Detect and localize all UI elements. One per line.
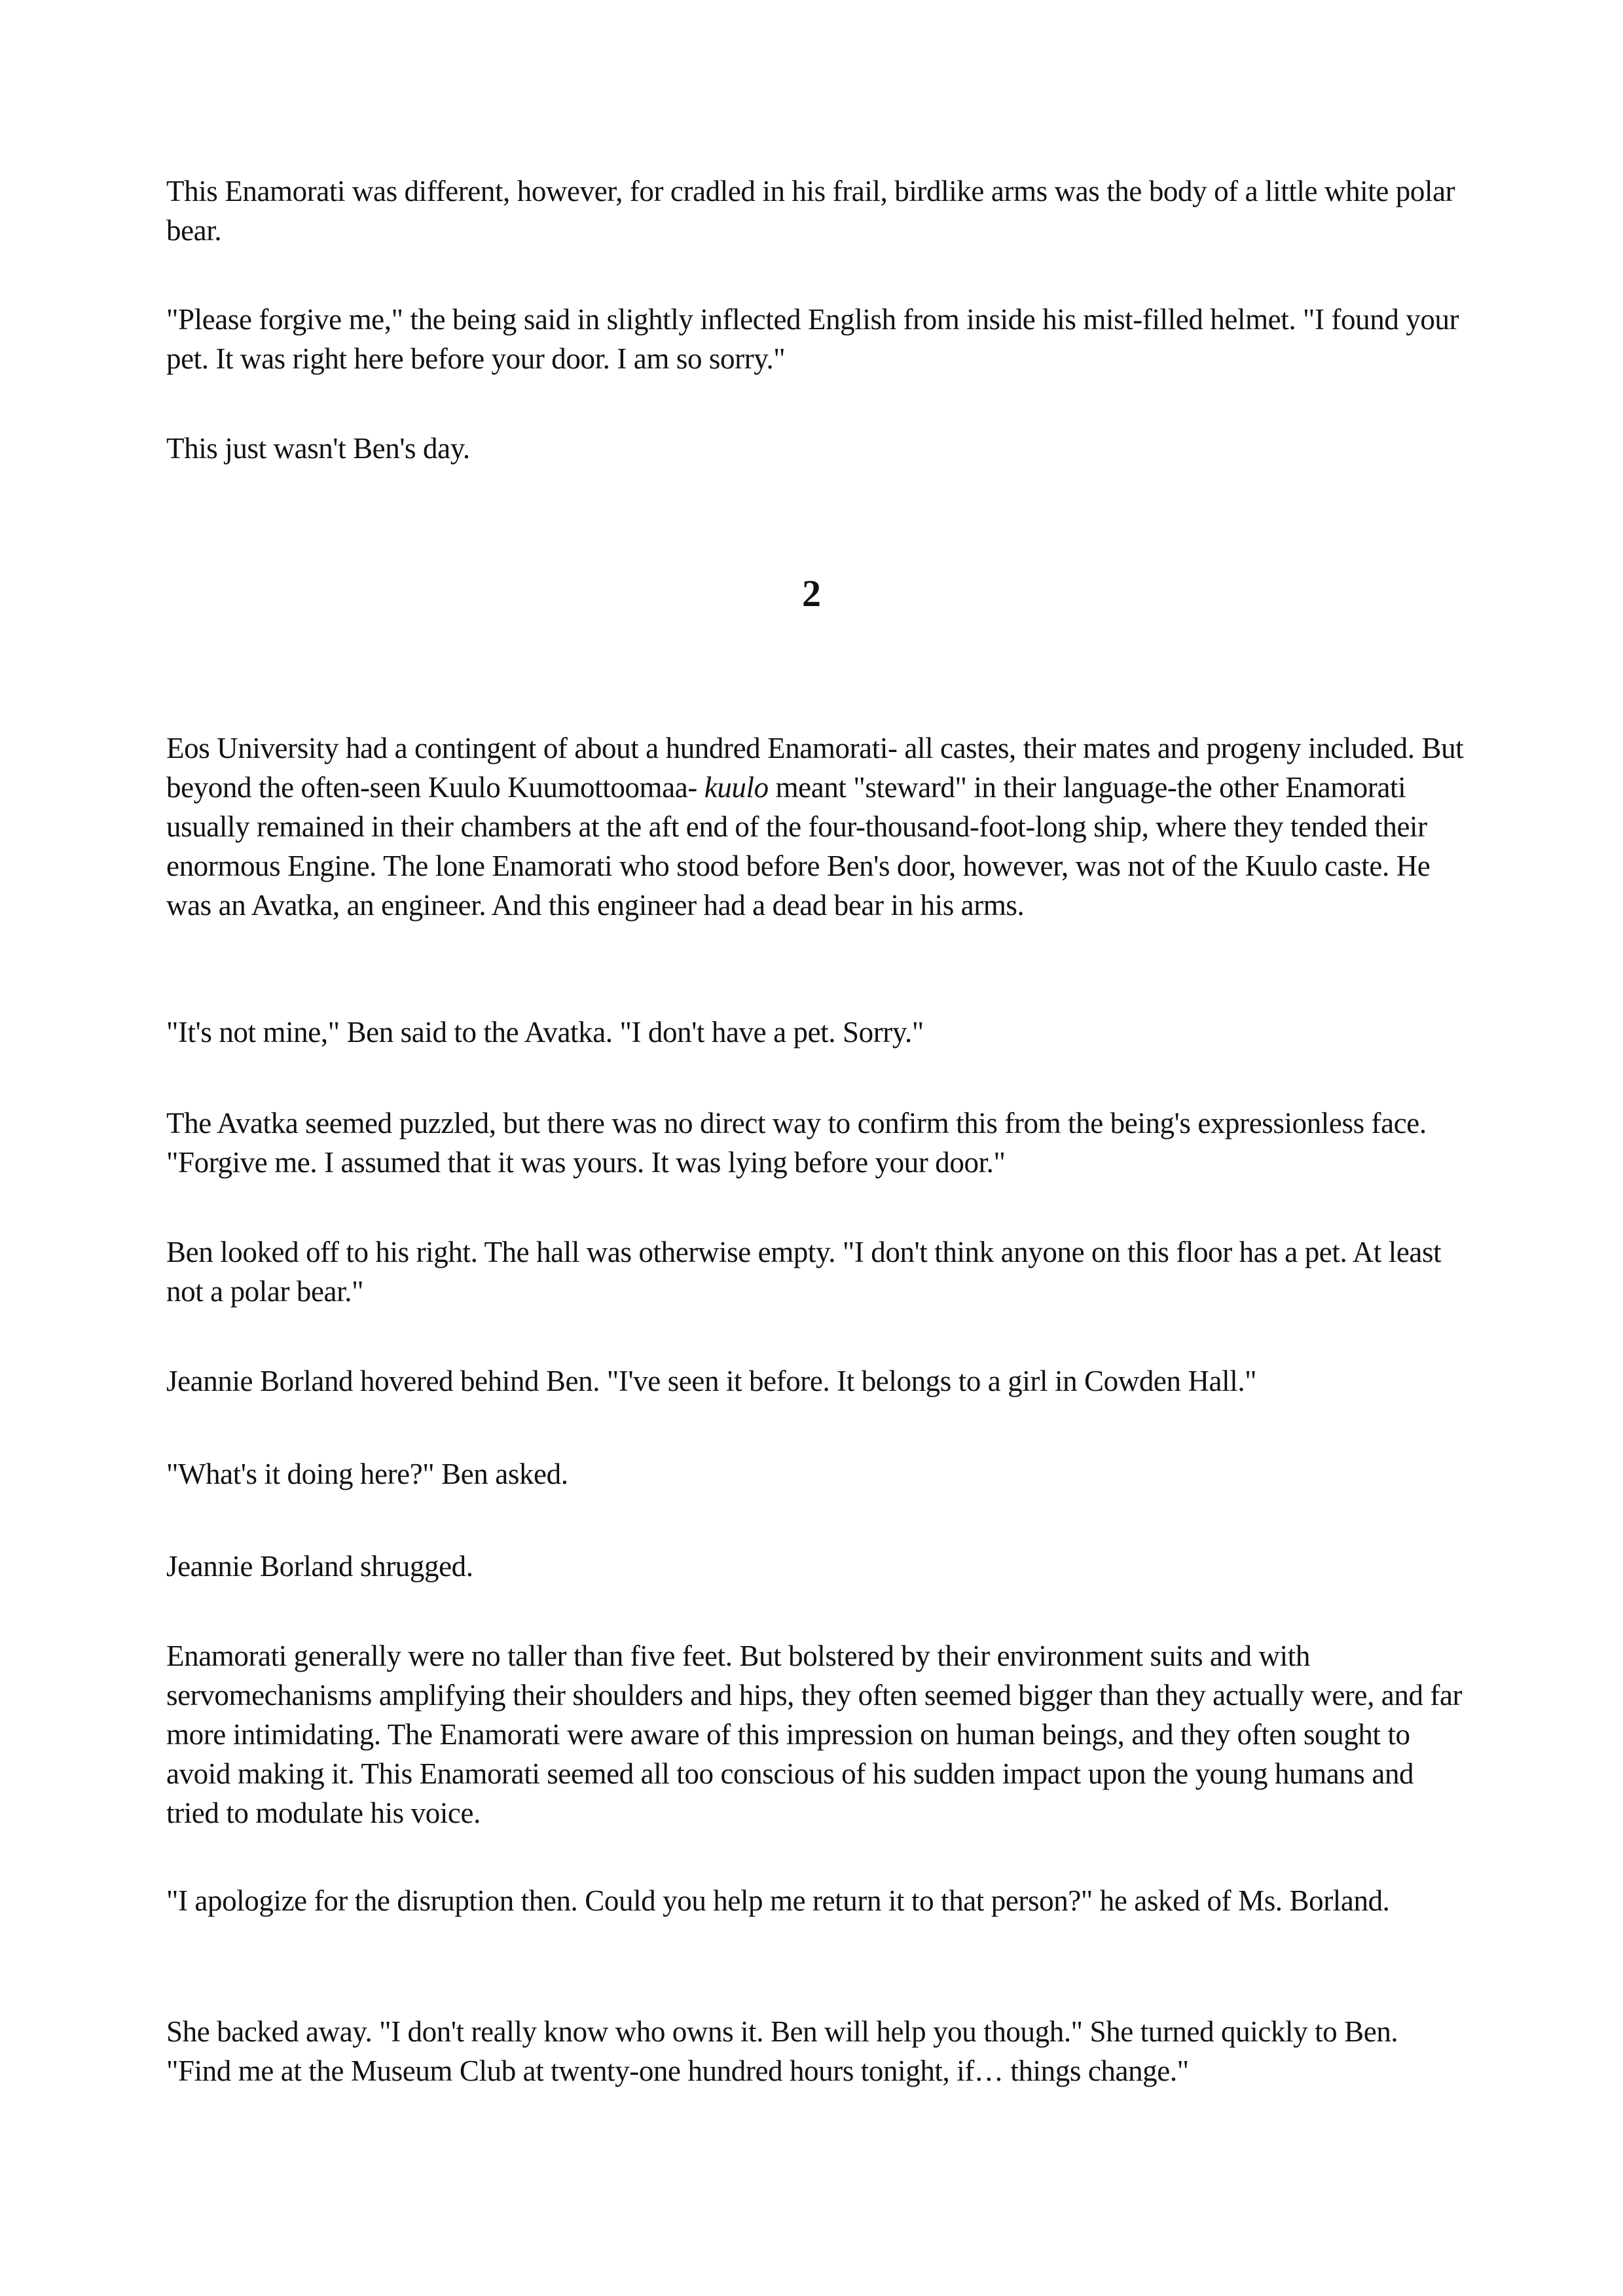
paragraph-eos-university <box>166 728 1469 925</box>
paragraph-looked-right: Ben looked off to his right. The hall was otherwise empty. "I don't think anyone on this floor has a pet. At least not a polar bear." <box>166 1236 1442 1308</box>
paragraph-jeannie-shrugged: Jeannie Borland shrugged. <box>166 1550 473 1583</box>
paragraph-polar-bear: This Enamorati was different, however, for cradled in his frail, birdlike arms was the body of a little white polar bear. <box>166 175 1455 247</box>
paragraph-forgive-me: "Please forgive me," the being said in slightly inflected English from inside his mist-filled helmet. "I found your pet. It was right here before your door. I am so sorry." <box>166 303 1459 375</box>
eos-text-part2: meant "steward" in their language-the other Enamorati usually remained in their chambers at the aft end of the four-thousand-foot-long ship, where they tended their enormous Engine. The lone Enamorati who stood before Ben's door, however, was not of the Kuulo caste. He was an Avatka, an engineer. And this engineer had a dead bear in his arms. <box>166 771 1431 922</box>
eos-italic-word: kuulo <box>704 771 769 804</box>
chapter-heading: 2 <box>802 572 821 615</box>
paragraph-enamorati-height: Enamorati generally were no taller than five feet. But bolstered by their environment suits and with servomechanisms amplifying their shoulders and hips, they often seemed bigger than they actually were, and far more intimidating. The Enamorati were aware of this impression on human beings, and they often sought to avoid making it. This Enamorati seemed all too conscious of his sudden impact upon the young humans and tried to modulate his voice. <box>166 1640 1463 1829</box>
paragraph-jeannie-hovered: Jeannie Borland hovered behind Ben. "I've seen it before. It belongs to a girl in Cowden Hall." <box>166 1365 1257 1397</box>
paragraph-avatka-puzzled: The Avatka seemed puzzled, but there was no direct way to confirm this from the being's expressionless face. "Forgive me. I assumed that it was yours. It was lying before your door." <box>166 1107 1427 1179</box>
paragraph-apologize: "I apologize for the disruption then. Could you help me return it to that person?" he asked of Ms. Borland. <box>166 1884 1390 1917</box>
paragraph-whats-it-doing: "What's it doing here?" Ben asked. <box>166 1458 568 1490</box>
eos-text-part1: Eos University had a contingent of about a hundred Enamorati- all castes, their mates and progeny included. But beyond the often-seen Kuulo Kuumottoomaa- <box>166 732 1464 804</box>
paragraph-not-mine: "It's not mine," Ben said to the Avatka. "I don't have a pet. Sorry." <box>166 1016 924 1049</box>
paragraph-bens-day: This just wasn't Ben's day. <box>166 432 470 465</box>
paragraph-backed-away: She backed away. "I don't really know who owns it. Ben will help you though." She turned quickly to Ben. "Find me at the Museum Club at twenty-one hundred hours tonight, if… things change." <box>166 2015 1398 2087</box>
